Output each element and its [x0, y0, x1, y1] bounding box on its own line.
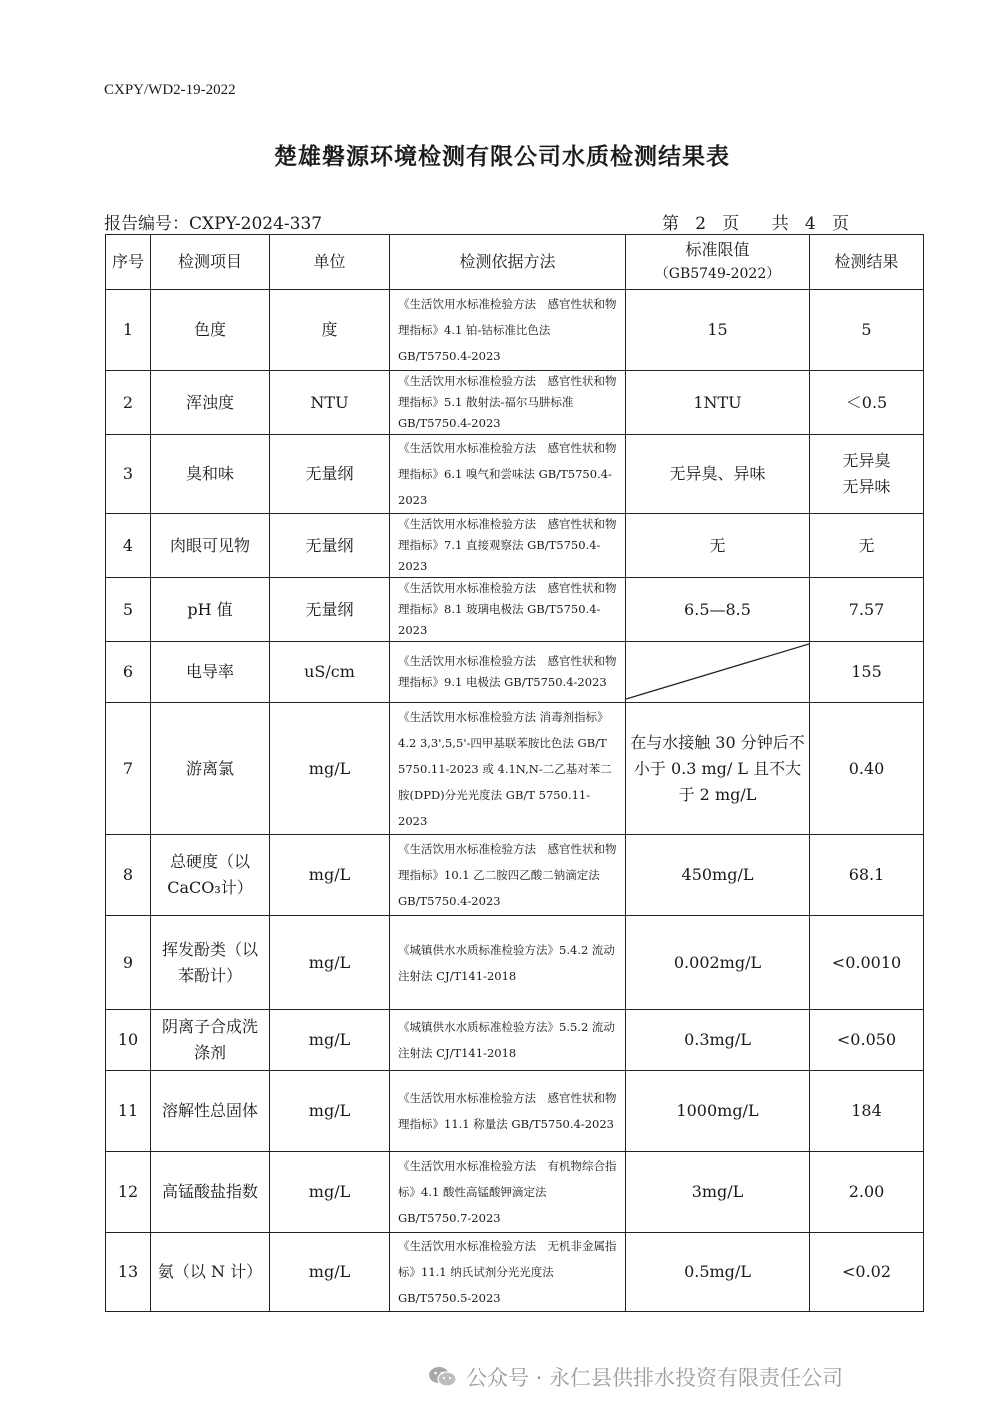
table-row [106, 435, 924, 514]
row-result: 5 [810, 290, 924, 371]
row-method: 《生活饮用水标准检验方法 感官性状和物理指标》11.1 称量法 GB/T5750.4-2023 [390, 1071, 626, 1152]
row-limit: 无异臭、异味 [626, 435, 810, 514]
row-unit: mg/L [270, 703, 390, 835]
row-limit: 1000mg/L [626, 1071, 810, 1152]
row-unit: 无量纲 [270, 578, 390, 642]
row-result: 无异臭 无异味 [810, 435, 924, 514]
row-result: 2.00 [810, 1152, 924, 1233]
row-no: 2 [106, 371, 151, 435]
row-method: 《生活饮用水标准检验方法 感官性状和物理指标》6.1 嗅气和尝味法 GB/T5750.4-2023 [390, 435, 626, 514]
row-unit: uS/cm [270, 642, 390, 703]
row-no: 12 [106, 1152, 151, 1233]
row-method: 《生活饮用水标准检验方法 无机非金属指标》11.1 纳氏试剂分光光度法 GB/T5750.5-2023 [390, 1233, 626, 1312]
table-row [106, 514, 924, 578]
row-result: <0.02 [810, 1233, 924, 1312]
row-unit: mg/L [270, 1152, 390, 1233]
row-limit-not-applicable [626, 642, 810, 703]
table-row [106, 916, 924, 1010]
row-unit: mg/L [270, 835, 390, 916]
row-method: 《生活饮用水标准检验方法 感官性状和物理指标》7.1 直接观察法 GB/T5750.4-2023 [390, 514, 626, 578]
row-no: 9 [106, 916, 151, 1010]
page-number: 2 [695, 214, 707, 234]
row-method: 《城镇供水水质标准检验方法》5.4.2 流动注射法 CJ/T141-2018 [390, 916, 626, 1010]
document-code: CXPY/WD2-19-2022 [104, 82, 236, 98]
row-method: 《生活饮用水标准检验方法 感官性状和物理指标》5.1 散射法-福尔马肼标准 GB/T5750.4-2023 [390, 371, 626, 435]
total-pages: 4 [804, 214, 816, 234]
row-limit: 0.3mg/L [626, 1010, 810, 1071]
row-item: 挥发酚类（以苯酚计） [151, 916, 270, 1010]
table-row [106, 578, 924, 642]
row-no: 4 [106, 514, 151, 578]
table-row [106, 1010, 924, 1071]
row-unit: 度 [270, 290, 390, 371]
table-row [106, 371, 924, 435]
row-no: 3 [106, 435, 151, 514]
row-unit: NTU [270, 371, 390, 435]
header-result: 检测结果 [810, 235, 924, 290]
row-limit: 0.002mg/L [626, 916, 810, 1010]
row-limit: 450mg/L [626, 835, 810, 916]
page-indicator [662, 209, 849, 234]
row-item: 溶解性总固体 [151, 1071, 270, 1152]
row-limit: 1NTU [626, 371, 810, 435]
row-item: 电导率 [151, 642, 270, 703]
row-result: 0.40 [810, 703, 924, 835]
row-unit: 无量纲 [270, 435, 390, 514]
row-item: 游离氯 [151, 703, 270, 835]
table-row [106, 642, 924, 703]
row-result: 无 [810, 514, 924, 578]
results-table [105, 234, 924, 1312]
row-method: 《城镇供水水质标准检验方法》5.5.2 流动注射法 CJ/T141-2018 [390, 1010, 626, 1071]
header-no: 序号 [106, 235, 151, 290]
row-result: <0.050 [810, 1010, 924, 1071]
row-result: 155 [810, 642, 924, 703]
table-row [106, 835, 924, 916]
row-no: 6 [106, 642, 151, 703]
row-method: 《生活饮用水标准检验方法 消毒剂指标》4.2 3,3',5,5'-四甲基联苯胺比色法 GB/T 5750.11-2023 或 4.1N,N-二乙基对苯二胺(DPD)分光光度法 GB/T 5750.11-2023 [390, 703, 626, 835]
wechat-icon [428, 1365, 458, 1389]
diagonal-slash [626, 642, 809, 702]
document-title: 楚雄磐源环境检测有限公司水质检测结果表 [274, 143, 730, 170]
row-item: 臭和味 [151, 435, 270, 514]
row-no: 10 [106, 1010, 151, 1071]
row-result: 68.1 [810, 835, 924, 916]
header-method: 检测依据方法 [390, 235, 626, 290]
row-no: 11 [106, 1071, 151, 1152]
row-item: 氨（以 N 计） [151, 1233, 270, 1312]
row-method: 《生活饮用水标准检验方法 感官性状和物理指标》8.1 玻璃电极法 GB/T5750.4-2023 [390, 578, 626, 642]
header-limit-standard: （GB5749-2022） [654, 266, 781, 282]
page-unit: 页 [722, 214, 740, 234]
table-row [106, 703, 924, 835]
header-row [106, 235, 924, 290]
header-limit [626, 235, 810, 290]
row-item: 阴离子合成洗涤剂 [151, 1010, 270, 1071]
row-method: 《生活饮用水标准检验方法 感官性状和物理指标》10.1 乙二胺四乙酸二钠滴定法 GB/T5750.4-2023 [390, 835, 626, 916]
row-limit: 在与水接触 30 分钟后不小于 0.3 mg/ L 且不大于 2 mg/L [626, 703, 810, 835]
row-unit: mg/L [270, 1071, 390, 1152]
row-unit: mg/L [270, 1233, 390, 1312]
row-result: ＜0.5 [810, 371, 924, 435]
watermark-text: 公众号 · 永仁县供排水投资有限责任公司 [466, 1366, 844, 1390]
table-row [106, 290, 924, 371]
row-no: 8 [106, 835, 151, 916]
row-unit: mg/L [270, 1010, 390, 1071]
row-result: 184 [810, 1071, 924, 1152]
watermark [428, 1362, 843, 1392]
row-item: 高锰酸盐指数 [151, 1152, 270, 1233]
row-limit: 15 [626, 290, 810, 371]
row-no: 5 [106, 578, 151, 642]
row-item: 色度 [151, 290, 270, 371]
total-unit: 页 [831, 214, 849, 234]
row-unit: mg/L [270, 916, 390, 1010]
table-row [106, 1152, 924, 1233]
header-unit: 单位 [270, 235, 390, 290]
row-limit: 3mg/L [626, 1152, 810, 1233]
row-unit: 无量纲 [270, 514, 390, 578]
header-item: 检测项目 [151, 235, 270, 290]
row-method: 《生活饮用水标准检验方法 有机物综合指标》4.1 酸性高锰酸钾滴定法 GB/T5750.7-2023 [390, 1152, 626, 1233]
row-limit: 无 [626, 514, 810, 578]
row-no: 1 [106, 290, 151, 371]
page-prefix: 第 [662, 214, 679, 234]
row-item: pH 值 [151, 578, 270, 642]
row-result: 7.57 [810, 578, 924, 642]
header-limit-title: 标准限值 [685, 240, 750, 259]
row-item: 总硬度（以 CaCO₃计） [151, 835, 270, 916]
row-no: 13 [106, 1233, 151, 1312]
table-row [106, 1071, 924, 1152]
row-no: 7 [106, 703, 151, 835]
total-prefix: 共 [771, 214, 789, 234]
row-limit: 6.5—8.5 [626, 578, 810, 642]
row-method: 《生活饮用水标准检验方法 感官性状和物理指标》4.1 铂-钴标准比色法 GB/T5750.4-2023 [390, 290, 626, 371]
table-row [106, 1233, 924, 1312]
report-number: 报告编号：CXPY-2024-337 [104, 214, 323, 234]
row-result: <0.0010 [810, 916, 924, 1010]
row-limit: 0.5mg/L [626, 1233, 810, 1312]
row-item: 肉眼可见物 [151, 514, 270, 578]
row-item: 浑浊度 [151, 371, 270, 435]
row-method: 《生活饮用水标准检验方法 感官性状和物理指标》9.1 电极法 GB/T5750.4-2023 [390, 642, 626, 703]
